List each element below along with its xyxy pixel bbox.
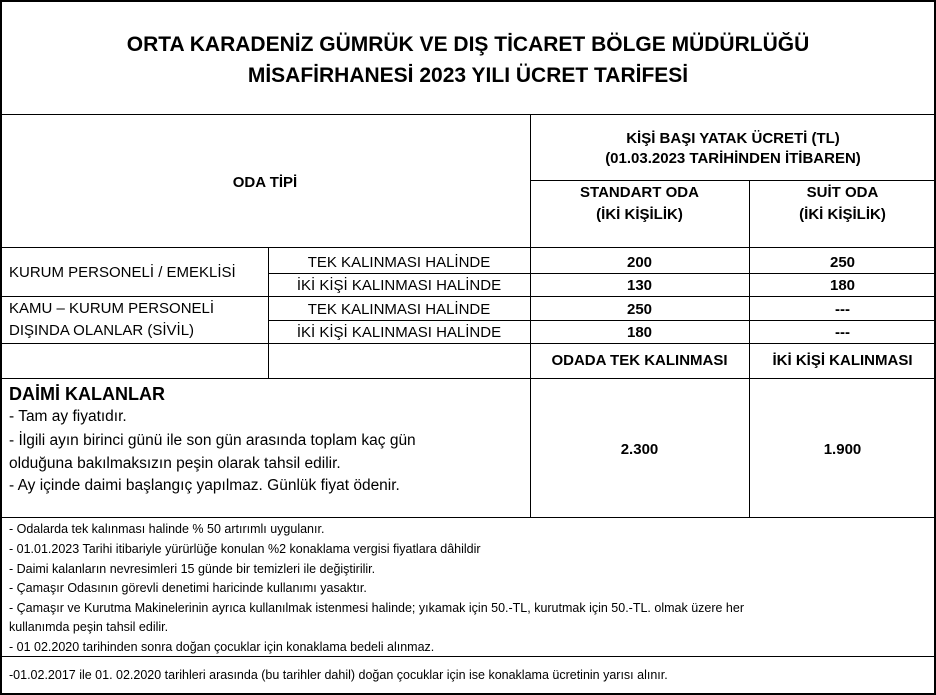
permanent-double-price: 1.900 (823, 441, 862, 458)
suite-price-cell: --- (835, 301, 850, 318)
document-title-line-2: MİSAFİRHANESİ 2023 YILI ÜCRET TARİFESİ (247, 64, 689, 87)
standard-price-cell: 250 (626, 301, 653, 318)
document-title-line-1: ORTA KARADENİZ GÜMRÜK VE DIŞ TİCARET BÖLGE MÜDÜRLÜĞÜ (126, 33, 810, 56)
standard-room-header-line-1: STANDART ODA (580, 184, 699, 201)
permanent-line: olduğuna bakılmaksızın peşin olarak tahsil edilir. (9, 455, 341, 472)
suite-room-header-line-2: (İKİ KİŞİLİK) (799, 206, 886, 223)
footer-note: -01.02.2017 ile 01. 02.2020 tarihleri arasında (bu tarihler dahil) doğan çocuklar için ise konaklama ücretinin yarısı alınır. (9, 668, 668, 682)
note-line: - Daimi kalanların nevresimleri 15 günde bir temizleri ile değiştirilir. (9, 562, 376, 576)
suite-room-header-line-1: SUİT ODA (806, 184, 879, 201)
note-line: kullanımda peşin tahsil edilir. (9, 620, 169, 634)
group-label-civilian-line-2: DIŞINDA OLANLAR (SİVİL) (9, 322, 195, 339)
room-type-header: ODA TİPİ (232, 174, 298, 191)
standard-room-header-line-2: (İKİ KİŞİLİK) (596, 206, 683, 223)
occupancy-label: İKİ KİŞİ KALINMASI HALİNDE (296, 324, 502, 341)
note-line: - 01.01.2023 Tarihi itibariyle yürürlüğe konulan %2 konaklama vergisi fiyatlara dâhildir (9, 542, 481, 556)
occupancy-label: İKİ KİŞİ KALINMASI HALİNDE (296, 277, 502, 294)
permanent-line: - Tam ay fiyatıdır. (9, 408, 127, 425)
occupancy-label: TEK KALINMASI HALİNDE (307, 254, 491, 271)
single-occupancy-header: ODADA TEK KALINMASI (551, 352, 728, 369)
group-label-civilian-line-1: KAMU – KURUM PERSONELİ (9, 300, 215, 317)
suite-price-cell: 250 (829, 254, 856, 271)
standard-price-cell: 130 (626, 277, 653, 294)
suite-price-cell: 180 (829, 277, 856, 294)
price-header-line-2: (01.03.2023 TARİHİNDEN İTİBAREN) (605, 150, 861, 167)
price-header-line-1: KİŞİ BAŞI YATAK ÜCRETİ (TL) (626, 130, 840, 147)
standard-price-cell: 200 (626, 254, 653, 271)
permanent-line: - Ay içinde daimi başlangıç yapılmaz. Günlük fiyat ödenir. (9, 477, 400, 494)
standard-price-cell: 180 (626, 324, 653, 341)
permanent-line: - İlgili ayın birinci günü ile son gün arasında toplam kaç gün (9, 432, 416, 449)
occupancy-label: TEK KALINMASI HALİNDE (307, 301, 491, 318)
note-line: - Odalarda tek kalınması halinde % 50 artırımlı uygulanır. (9, 522, 325, 536)
group-label-staff: KURUM PERSONELİ / EMEKLİSİ (9, 264, 236, 281)
note-line: - Çamaşır Odasının görevli denetimi haricinde kullanımı yasaktır. (9, 581, 367, 595)
note-line: - Çamaşır ve Kurutma Makinelerinin ayrıca kullanılmak istenmesi halinde; yıkamak için 50.-TL, kurutmak için 50.-TL. olmak üzere her (9, 601, 744, 615)
note-line: - 01 02.2020 tarihinden sonra doğan çocuklar için konaklama bedeli alınmaz. (9, 640, 435, 654)
permanent-single-price: 2.300 (620, 441, 659, 458)
suite-price-cell: --- (835, 324, 850, 341)
permanent-heading: DAİMİ KALANLAR (9, 384, 165, 404)
double-occupancy-header: İKİ KİŞİ KALINMASI (772, 352, 913, 369)
